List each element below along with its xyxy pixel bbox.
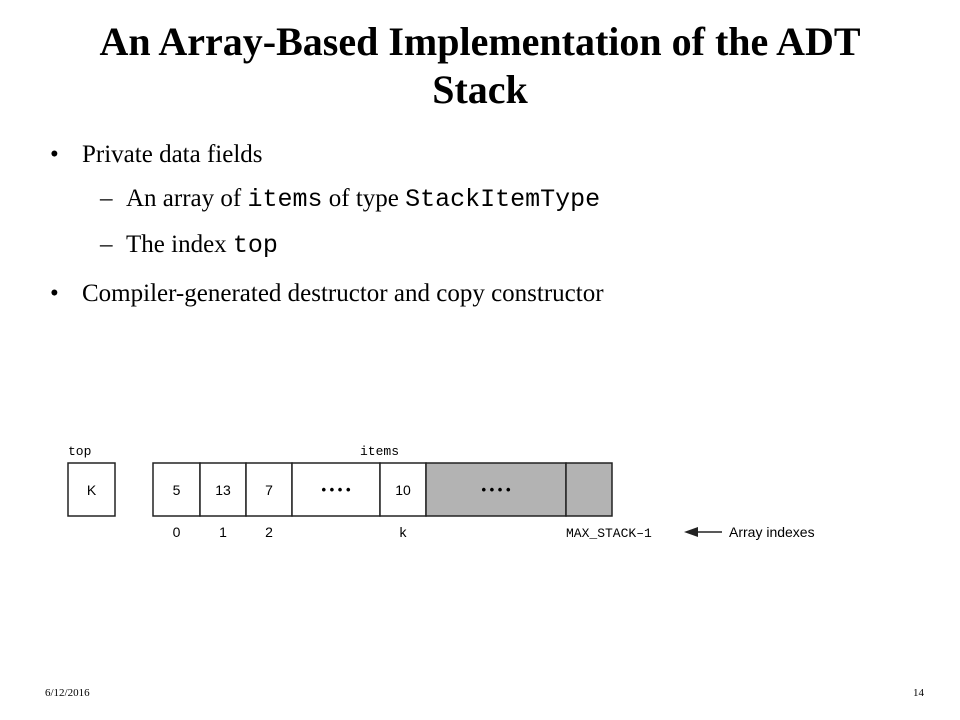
text-segment: of type xyxy=(322,185,406,212)
cell-value-2: 7 xyxy=(265,482,273,498)
bullet-marker: • xyxy=(50,280,59,307)
index-label-0: 0 xyxy=(172,524,181,540)
code-items: items xyxy=(247,185,323,214)
title-line-1: An Array-Based Implementation of the ADT xyxy=(99,19,861,64)
top-value: K xyxy=(86,482,97,498)
top-label: top xyxy=(68,444,92,459)
cell-value-ellipsis: • • • • xyxy=(321,482,351,497)
max-index-label: MAX_STACK–1 xyxy=(566,526,652,541)
dash-marker: – xyxy=(100,185,113,212)
array-cells xyxy=(153,463,612,516)
array-indexes-label: Array indexes xyxy=(729,524,815,540)
bullet-text: Private data fields xyxy=(82,141,263,168)
slide-date: 6/12/2016 xyxy=(45,687,90,699)
cell-value-empty-ellipsis: • • • • xyxy=(481,482,511,497)
text-segment: The index xyxy=(126,231,233,258)
index-label-k: k xyxy=(399,524,407,540)
items-label: items xyxy=(360,444,400,459)
cell-value-0: 5 xyxy=(172,482,181,498)
cell-value-1: 13 xyxy=(215,482,231,498)
slide-page-number: 14 xyxy=(913,687,924,699)
cell-value-k: 10 xyxy=(395,482,411,498)
dash-marker: – xyxy=(100,231,113,258)
array-cell-last xyxy=(566,463,612,516)
arrow-left-icon xyxy=(684,527,722,537)
bullet-marker: • xyxy=(50,141,59,168)
index-label-2: 2 xyxy=(265,524,273,540)
bullet-text: Compiler-generated destructor and copy constructor xyxy=(82,280,604,307)
index-label-1: 1 xyxy=(219,524,227,540)
code-stackitemtype: StackItemType xyxy=(405,185,601,214)
text-segment: An array of xyxy=(126,185,248,212)
code-top: top xyxy=(232,231,278,260)
title-line-2: Stack xyxy=(432,67,528,112)
